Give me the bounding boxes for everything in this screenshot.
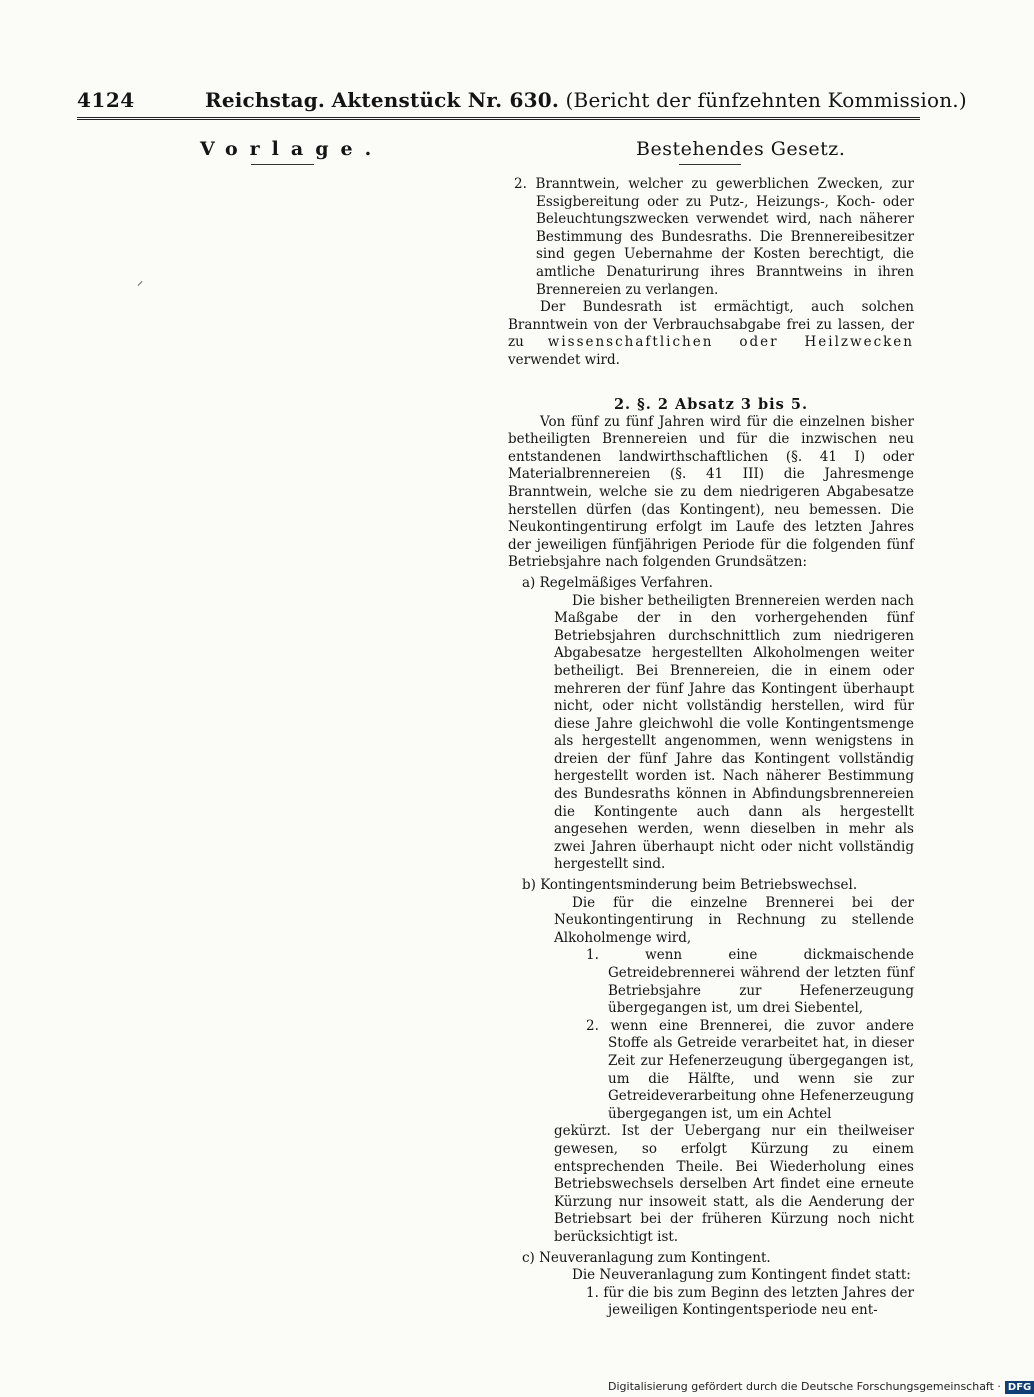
- footer-text: Digitalisierung gefördert durch die Deutsche Forschungsgemeinschaft ·: [608, 1380, 1001, 1393]
- existing-law-block-2: [508, 396, 914, 1320]
- paragraph: Die für die einzelne Brennerei bei der Neukontingentirung in Rechnung zu stellende Alkoholmenge wird,: [554, 894, 914, 946]
- list-item: 2. wenn eine Brennerei, die zuvor andere Stoffe als Getreide verarbeitet hat, in dieser Zeit zur Hefenerzeugung übergegangen ist, um die Hälfte, und wenn sie zur Getreideverarbeitung ohne Hefenerzeugung übergegangen ist, um ein Achtel: [586, 1017, 914, 1122]
- page-header: [77, 88, 967, 118]
- running-title-part: Reichstag.: [205, 88, 326, 112]
- paragraph-text: Der Bundesrath ist ermächtigt, auch solchen Branntwein von der Verbrauchsabgabe frei zu lassen, der zu: [508, 299, 914, 351]
- footer: [608, 1380, 1034, 1394]
- subsection-body: [508, 1267, 914, 1285]
- existing-law-block-1: [508, 176, 914, 370]
- dfg-logo: DFG: [1005, 1381, 1034, 1394]
- page-number: 4124: [77, 88, 135, 112]
- list-item: 2. Branntwein, welcher zu gewerblichen Zwecken, zur Essigbereitung oder zu Putz-, Heizungs-, Koch- oder Beleuchtungszwecken verwendet wird, nach näherer Bestimmung des Bundesraths. Die Brennereibesitzer sind gegen Uebernahme der Kosten berechtigt, die amtliche Denaturirung ihres Branntweins in ihren Brennereien zu verlangen.: [514, 176, 914, 298]
- paragraph: Von fünf zu fünf Jahren wird für die einzelnen bisher betheiligten Brennereien und für die inzwischen neu entstandenen landwirthschaftlichen (§. 41 I) oder Materialbrennereien (§. 41 III) die Jahresmenge Branntwein, welche sie zu dem niedrigeren Abgabesatze herstellen dürfen (das Kontingent), neu bemessen. Die Neukontingentirung erfolgt im Laufe des letzten Jahres der jeweiligen fünfjährigen Periode für die folgenden fünf Betriebsjahre nach folgenden Grundsätzen:: [508, 413, 914, 571]
- subsection-heading: c) Neuveranlagung zum Kontingent.: [522, 1249, 771, 1266]
- subsection-body: [508, 593, 914, 875]
- paragraph: gekürzt. Ist der Uebergang nur ein theilweiser gewesen, so erfolgt Kürzung zu einem entsprechenden Theile. Bei Wiederholung eines Betriebswechsels derselben Art findet eine erneute Kürzung nur insoweit statt, als die Aenderung der Betriebsart bei der früheren Kürzung noch nicht berücksichtigt ist.: [554, 1123, 914, 1245]
- left-column-rule: [251, 164, 314, 165]
- section-heading: 2. §. 2 Absatz 3 bis 5.: [613, 396, 809, 413]
- paragraph: Die bisher betheiligten Brennereien werden nach Maßgabe der in den vorhergehenden fünf Betriebsjahren durchschnittlich zum niedrigeren Abgabesatze hergestellten Alkoholmengen weiter betheiligt. Bei Brennereien, die in einem oder mehreren der fünf Jahre das Kontingent überhaupt nicht, oder nicht vollständig herstellen, wird für diese Jahre gleichwohl die volle Kontingentsmenge als hergestellt angenommen, wenn wenigstens in dreien der fünf Jahre das Kontingent vollständig hergestellt worden ist. Nach näherer Bestimmung des Bundesraths können in Abfindungsbrennereien die Kontingente auch dann als hergestellt angesehen werden, wenn dieselben in mehr als zwei Jahren überhaupt nicht oder nicht vollständig hergestellt sind.: [554, 592, 914, 873]
- list-item: 1. wenn eine dickmaischende Getreidebrennerei während der letzten fünf Betriebsjahre zur Hefenerzeugung übergegangen ist, um drei Siebentel,: [586, 947, 914, 1017]
- paragraph: Die Neuveranlagung zum Kontingent findet statt:: [572, 1267, 911, 1284]
- running-title-part: Aktenstück Nr. 630.: [331, 88, 559, 112]
- subsection-heading: a) Regelmäßiges Verfahren.: [522, 574, 713, 591]
- paragraph: [508, 299, 914, 369]
- running-title: [205, 88, 967, 112]
- right-column-title: Bestehendes Gesetz.: [636, 138, 846, 160]
- header-rule: [77, 117, 920, 120]
- right-column-rule: [679, 164, 741, 165]
- margin-mark: [138, 281, 143, 286]
- left-column-title: Vorlage.: [200, 138, 384, 160]
- paragraph-emphasis: wissenschaftlichen oder Heilzwecken: [547, 334, 914, 351]
- list-item: 1. für die bis zum Beginn des letzten Jahres der jeweiligen Kontingentsperiode neu ent-: [586, 1284, 914, 1319]
- running-title-part: (Bericht der fünfzehnten Kommission.): [565, 88, 967, 112]
- paragraph-text: verwendet wird.: [508, 351, 620, 368]
- subsection-heading: b) Kontingentsminderung beim Betriebswechsel.: [522, 877, 858, 894]
- subsection-body: [508, 1123, 914, 1246]
- subsection-body: [508, 895, 914, 948]
